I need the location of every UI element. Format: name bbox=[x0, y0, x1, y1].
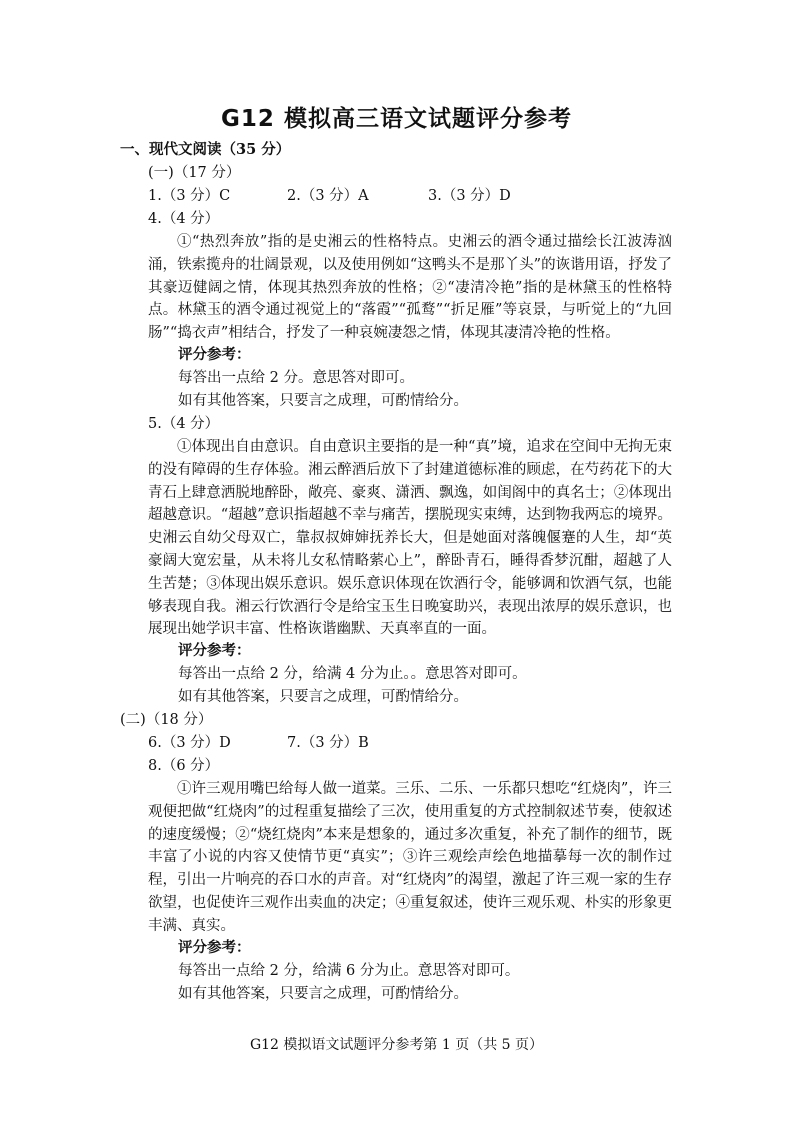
question-label-q4: 4.（4 分） bbox=[148, 211, 220, 227]
subsection-heading: (二)（18 分） bbox=[120, 712, 213, 728]
grading-note-q5: 如有其他答案，只要言之成理，可酌情给分。 bbox=[178, 689, 468, 705]
answer-q7: 7.（3 分）B bbox=[287, 735, 369, 751]
grading-note-q8: 每答出一点给 2 分，给满 6 分为止。意思答对即可。 bbox=[178, 963, 520, 979]
answer-paragraph-q5: ①体现出自由意识。自由意识主要指的是一种“真”境，追求在空间中无拘无束的没有障碍的生存体验。湘云醉酒后放下了封建道德标准的顾虑，在芍药花下的大青石上肆意洒脱地醉卧，敞亮、豪爽、潇洒、飘逸，如闺阁中的真名士；②体现出超越意识。“超越”意识指超越不幸与痛苦，摆脱现实束缚，达到物我两忘的境界。史湘云自幼父母双亡，靠叔叔婶婶抚养长大，但是她面对落魄偃蹇的人生，却“英豪阔大宽宏量，从未将儿女私情略萦心上”，醉卧青石，睡得香梦沉酣，超越了人生苦楚；③体现出娱乐意识。娱乐意识体现在饮酒行令，能够调和饮酒气氛，也能够表现自我。湘云行饮酒行令是给宝玉生日晚宴助兴，表现出浓厚的娱乐意识，也展现出她学识丰富、性格诙谐幽默、天真率直的一面。 bbox=[148, 439, 672, 638]
answer-q6: 6.（3 分）D bbox=[148, 735, 231, 751]
grading-note-q5: 每答出一点给 2 分，给满 4 分为止。。意思答对即可。 bbox=[178, 666, 527, 682]
question-label-q5: 5.（4 分） bbox=[148, 416, 220, 432]
answer-q3: 3.（3 分）D bbox=[428, 188, 511, 204]
grading-note-q4: 每答出一点给 2 分。意思答对即可。 bbox=[178, 370, 414, 386]
grading-title-q8: 评分参考： bbox=[178, 939, 251, 956]
page-title: G12 模拟高三语文试题评分参考 bbox=[221, 106, 572, 132]
question-label-q8: 8.（6 分） bbox=[148, 758, 220, 774]
section-heading: 一、现代文阅读（35 分） bbox=[120, 141, 291, 158]
page-footer: G12 模拟语文试题评分参考第 1 页（共 5 页） bbox=[249, 1037, 544, 1053]
answer-paragraph-q8: ①许三观用嘴巴给每人做一道菜。三乐、二乐、一乐都只想吃“红烧肉”，许三观便把做“红烧肉”的过程重复描绘了三次，使用重复的方式控制叙述节奏，使叙述的速度缓慢；②“烧红烧肉”本来是想象的，通过多次重复，补充了制作的细节，既丰富了小说的内容又使情节更“真实”；③许三观绘声绘色地描摹每一次的制作过程，引出一片响亮的吞口水的声音。对“红烧肉”的渴望，激起了许三观一家的生存欲望，也促使许三观作出卖血的决定；④重复叙述，使许三观乐观、朴实的形象更丰满、真实。 bbox=[148, 781, 672, 934]
answer-q2: 2.（3 分）A bbox=[287, 188, 369, 204]
grading-title-q4: 评分参考： bbox=[178, 346, 251, 363]
grading-note-q8: 如有其他答案，只要言之成理，可酌情给分。 bbox=[178, 986, 468, 1002]
grading-note-q4: 如有其他答案，只要言之成理，可酌情给分。 bbox=[178, 393, 468, 409]
grading-title-q5: 评分参考： bbox=[178, 642, 251, 659]
answer-paragraph-q4: ①“热烈奔放”指的是史湘云的性格特点。史湘云的酒令通过描绘长江波涛汹涌，铁索揽舟的壮阔景观，以及使用例如“这鸭头不是那丫头”的诙谐用语，抒发了其豪迈健阔之情，体现其热烈奔放的性格；②“凄清冷艳”指的是林黛玉的性格特点。林黛玉的酒令通过视觉上的“落霞”“孤鹜”“折足雁”等哀景，与听觉上的“九回肠”“捣衣声”相结合，抒发了一种哀婉凄怨之情，体现其凄清冷艳的性格。 bbox=[148, 234, 672, 342]
subsection-heading: (一)（17 分） bbox=[148, 165, 241, 181]
answer-q1: 1.（3 分）C bbox=[148, 188, 231, 204]
